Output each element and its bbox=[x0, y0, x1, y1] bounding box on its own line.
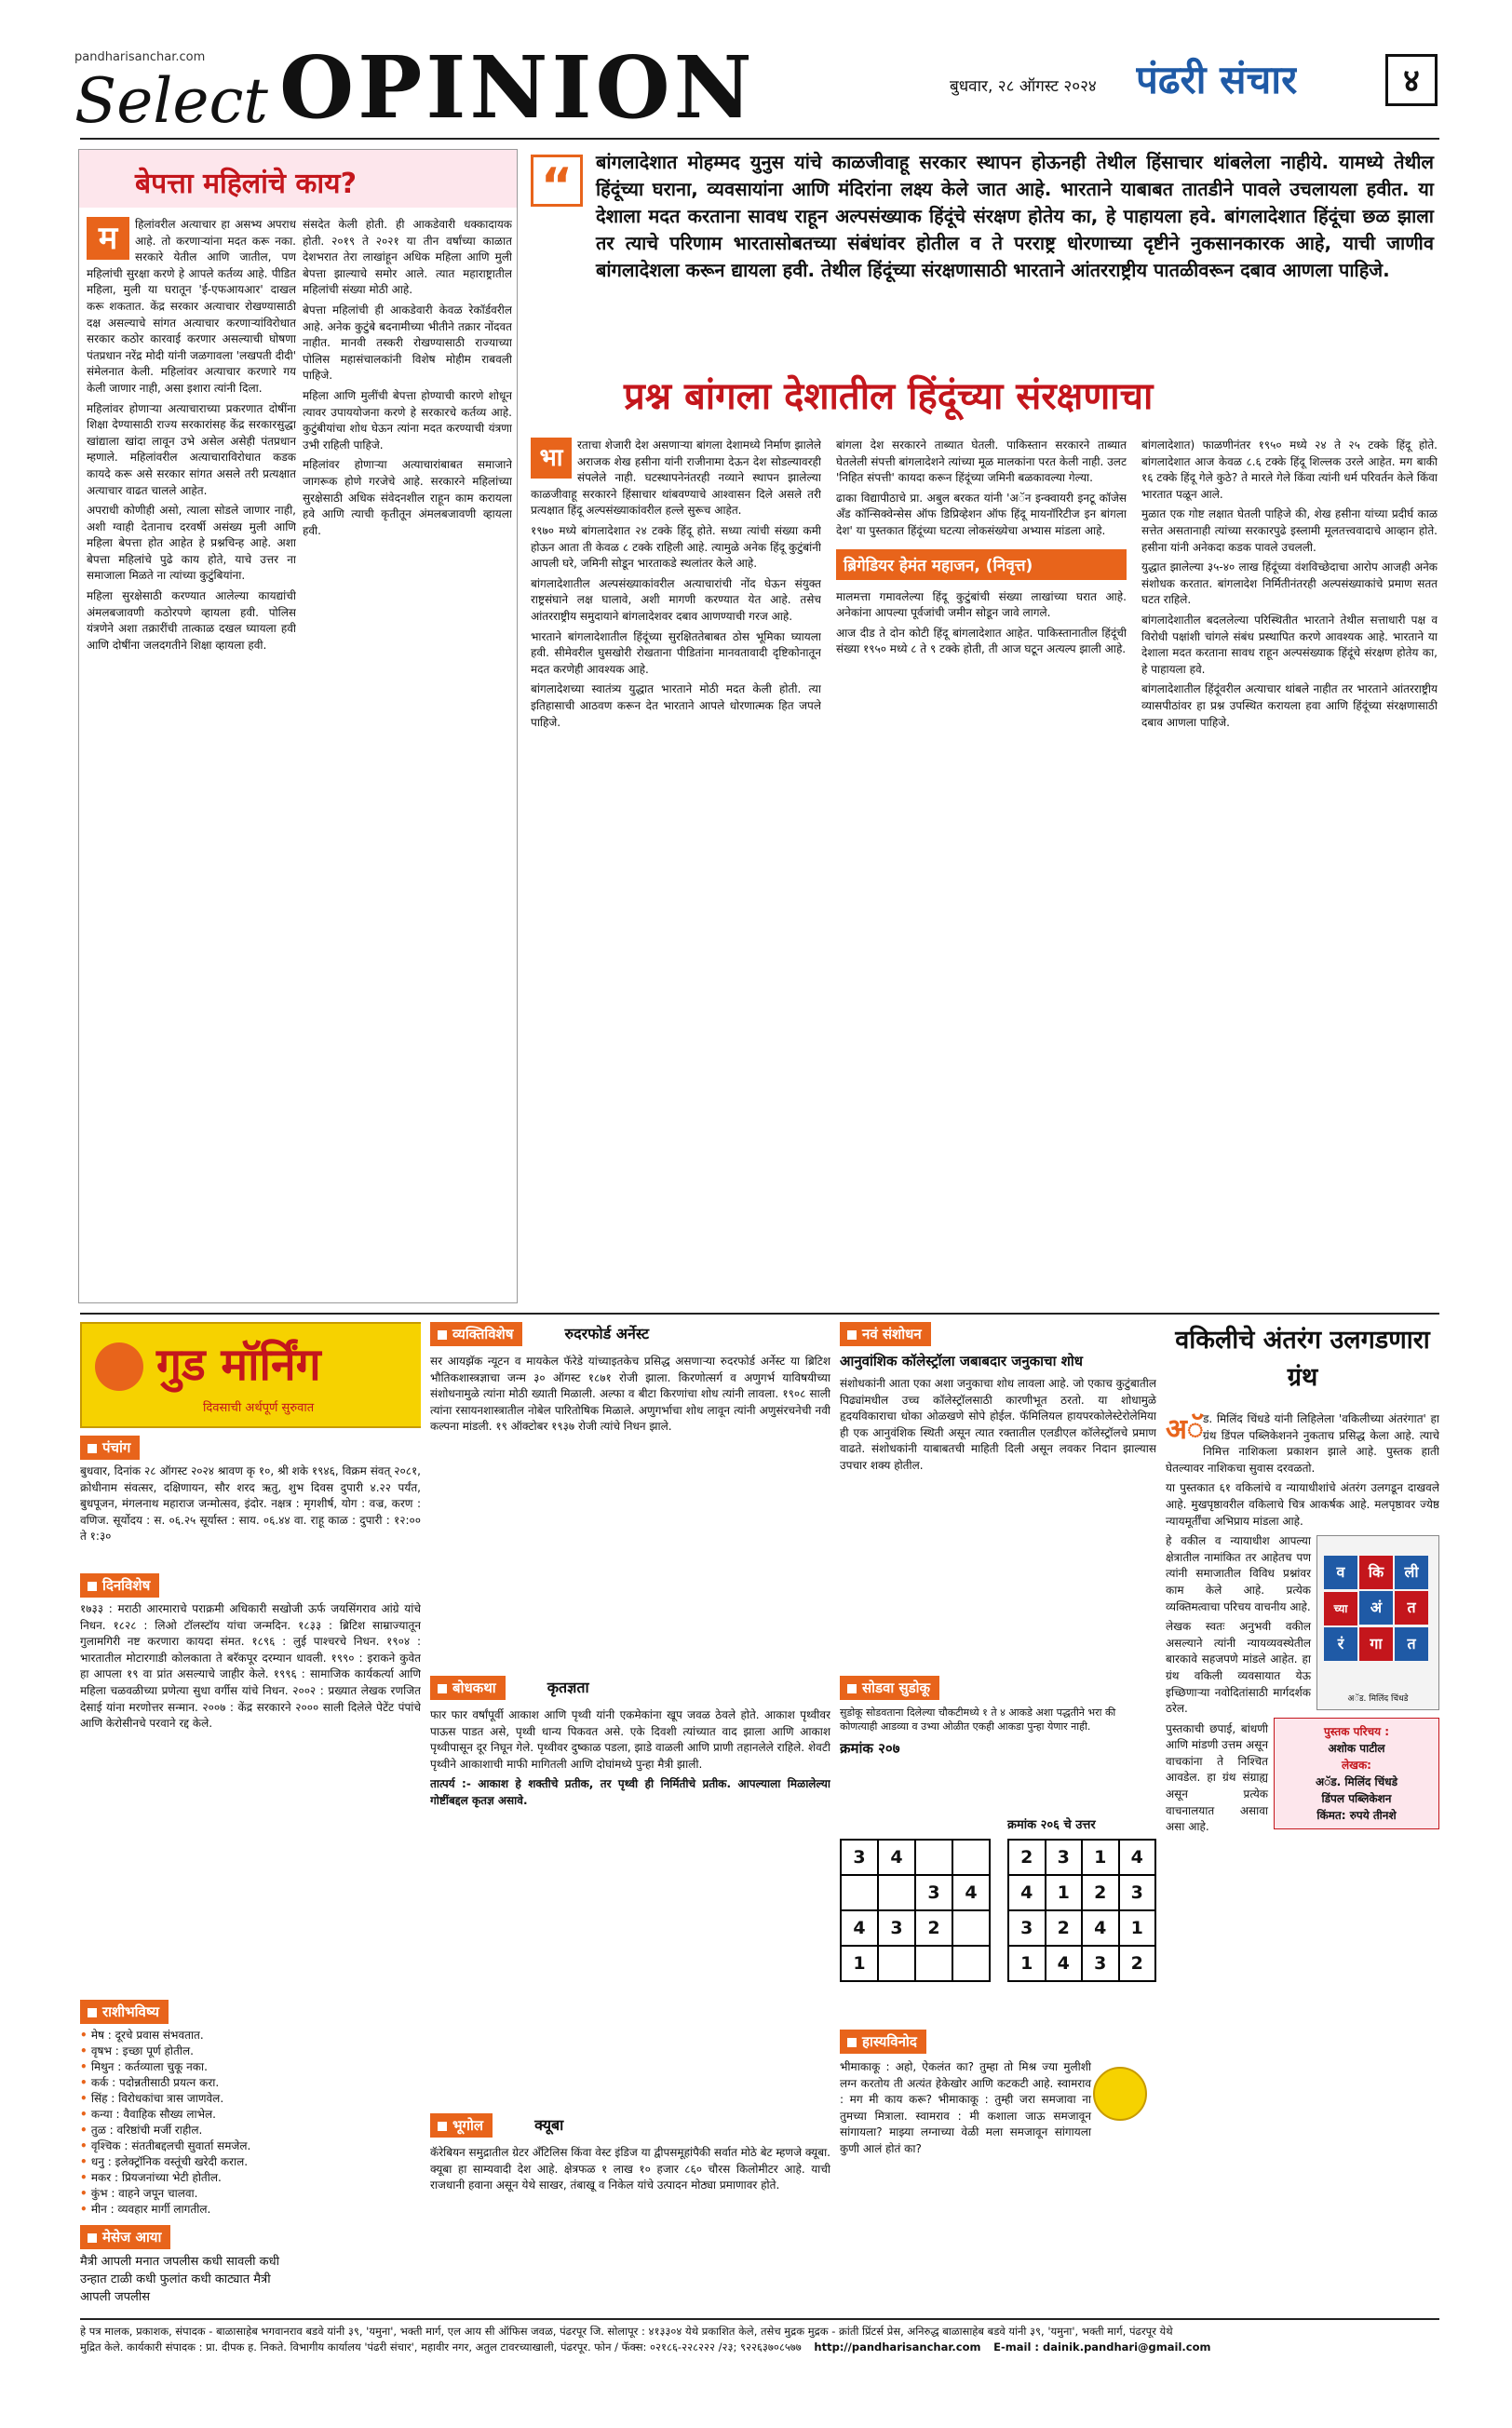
left-article-heading bbox=[79, 150, 517, 208]
paragraph: बांगला देश सरकारने ताब्यात घेतली. पाकिस्तान सरकारने ताब्यात घेतलेली संपत्ती बांगलादेशने त्यांच्या मूळ मालकांना परत केली नाही. उलट 'निहित संपत्ती' कायदा करून हिंदूंच्या जमिनी बळकावल्या गेल्या. bbox=[836, 438, 1127, 485]
sudoku-cell[interactable]: 4 bbox=[952, 1875, 990, 1910]
paragraph: अपराधी कोणीही असो, त्याला सोडले जाणार नाही, अशी ग्वाही देतानाच दरवर्षी असंख्य मुली आणि महिला बेपत्ता होत आहेत हे प्रश्नचिन्ह आहे. अशा बेपत्ता महिलांचे पुढे काय होते, याचे उत्तर ना समाजाला मिळते ना त्यांच्या कुटुंबियांना. bbox=[87, 504, 296, 583]
paragraph: हे वकील व न्यायाधीश आपल्या क्षेत्रातील नामांकित तर आहेतच पण त्यांनी समाजातील विविध प्रश्नांवर काम केले आहे. प्रत्येक व्यक्तिमत्वाचा परिचय वाचनीय आहे. bbox=[1166, 1534, 1311, 1613]
bodhkatha-moral: तात्पर्य :- आकाश हे शक्तीचे प्रतीक, तर पृथ्वी ही निर्मितीचे प्रतीक. आपल्याला मिळालेल्या गोष्टींबद्दल कृतज्ञ असावे. bbox=[430, 1777, 830, 1807]
sudoku-cell[interactable]: 2 bbox=[915, 1910, 952, 1946]
main-col1 bbox=[531, 438, 821, 1299]
paragraph: महिला आणि मुलींची बेपत्ता होण्याची कारणे शोधून त्यावर उपाययोजना करणे हे सरकारचे कर्तव्य आहे. कुटुंबीयांचा शोध घेऊन त्यांना मदत करण्याची यंत्रणा उभी राहिली पाहिजे. bbox=[303, 388, 512, 452]
cover-letter: ली bbox=[1395, 1556, 1428, 1589]
book-price: किंमत: रुपये तीनशे bbox=[1316, 1809, 1397, 1823]
humor-text: भीमाकाकू : अहो, ऐकलंत का? तुम्हा तो मिश्र ज्या मुलीशी लग्न करतोय ती अत्यंत हेकेखोर आणि कटकटी आहे. स्वामराव : मग मी काय करू? भीमाकाकू : तुम्ही जरा समजावा ना तुमच्या मित्राला. स्वामराव : मी कशाला जाऊ समजावून सांगायला? माझ्या लग्नाच्या वेळी मला समजावून सांगायला कुणी आलं होतं का? bbox=[840, 2060, 1091, 2155]
book-review-body bbox=[1166, 1411, 1439, 2305]
sudoku-puzzle-label: क्रमांक २०७ bbox=[840, 1740, 900, 1757]
research-title: आनुवांशिक कॉलेस्ट्रॉला जबाबदार जनुकाचा शोध bbox=[840, 1353, 1083, 1369]
paragraph: महिलांवर होणाऱ्या अत्याचाराच्या प्रकरणात दोषींना शिक्षा देण्यासाठी राज्य सरकारांसह केंद्र सरकारसुद्धा खांद्याला खांदा लावून उभे असेल असेही पंतप्रधान म्हणाले. महिलांवरील अत्याचाराविरोधात कडक कायदे करू असे सरकार सांगत असले तरी प्रत्यक्षात अत्याचार वाढत चालले आहेत. bbox=[87, 401, 296, 497]
sudoku-cell: 2 bbox=[1082, 1875, 1119, 1910]
rashi-item: • मीन : व्यवहार मार्गी लागतील. bbox=[80, 2203, 211, 2216]
square-icon bbox=[88, 2233, 97, 2243]
personality-text: सर आयझॅक न्यूटन व मायकेल फॅरेडे यांच्याइतकेच प्रसिद्ध असणाऱ्या रुदरफोर्ड अर्नेस्ट या ब्रिटिश भौतिकशास्त्रज्ञाचा जन्म ३० ऑगस्ट १८७१ रोजी झाला. किरणोत्सर्ग व अणुगर्भ याविषयीच्या संशोधनामुळे त्यांना मोठी ख्याती मिळाली. अल्फा व बीटा किरणांचा शोध त्यांनी लावला. १९०८ साली त्यांना रसायनशास्त्रातील नोबेल पारितोषिक मिळाले. अणुगर्भाचा शोध लावून त्यांनी अणुसंरचनेची नवी कल्पना मांडली. १९ ऑक्टोबर १९३७ रोजी त्यांचे निधन झाले. bbox=[430, 1355, 830, 1434]
sudoku-cell: 4 bbox=[1082, 1910, 1119, 1946]
bhugol-text: कॅरेबियन समुद्रातील ग्रेटर अँटिलिस किंवा वेस्ट इंडिज या द्वीपसमूहांपैकी सर्वात मोठे बेट म्हणजे क्यूबा. क्यूबा हा साम्यवादी देश आहे. क्षेत्रफळ १ लाख १० हजार ८६० चौरस किलोमीटर आहे. याची राजधानी हवाना असून येथे साखर, तंबाखू व निकेल यांचे उत्पादन मोठ्या प्रमाणावर होते. bbox=[430, 2146, 830, 2192]
sudoku-cell[interactable]: 1 bbox=[841, 1946, 878, 1981]
rashi-item: • कन्या : वैवाहिक सौख्य लाभेल. bbox=[80, 2108, 216, 2121]
paragraph: मालमत्ता गमावलेल्या हिंदू कुटुंबांची संख्या लाखांच्या घरात आहे. अनेकांना आपल्या पूर्वजांची जमीन सोडून जावे लागले. bbox=[836, 589, 1127, 620]
book-info-label: पुस्तक परिचय : bbox=[1323, 1725, 1390, 1739]
panchang-text: बुधवार, दिनांक २८ ऑगस्ट २०२४ श्रावण कृ १०, श्री शके १९४६, विक्रम संवत् २०८१, क्रोधीनाम संवत्सर, दक्षिणायन, सौर शरद ऋतु, शुभ दिवस दुपारी ४.२२ पर्यंत, बुधपूजन, मंगलनाथ महाराज जन्मोत्सव, इंदोर. नक्षत्र : मृगशीर्ष, योग : वज्र, करण : वणिज. सूर्योदय : स. ०६.२५ सूर्यास्त : साय. ०६.४४ वा. राहू काळ : दुपारी : १२:०० ते १:३० bbox=[80, 1464, 421, 1544]
footer bbox=[80, 2324, 1439, 2389]
paragraph: पुस्तकाची छपाई, बांधणी आणि मांडणी उत्तम असून वाचकांना ते निश्चित आवडेल. हा ग्रंथ संग्राह्य असून प्रत्येक वाचनालयात असावा असा आहे. bbox=[1166, 1721, 1268, 1834]
cover-letter: अं bbox=[1359, 1591, 1393, 1625]
square-icon bbox=[438, 1330, 447, 1340]
sudoku-puzzle-grid[interactable] bbox=[840, 1839, 991, 1982]
main-headline: प्रश्न बांगला देशातील हिंदूंच्या संरक्षणाचा bbox=[624, 375, 1154, 418]
sudoku-cell: 4 bbox=[1119, 1840, 1156, 1875]
sudoku-cell[interactable] bbox=[915, 1946, 952, 1981]
book-publisher: डिंपल पब्लिकेशन bbox=[1321, 1792, 1392, 1806]
quote-box bbox=[531, 149, 1439, 354]
research-section bbox=[840, 1322, 1156, 1657]
cover-letter: रं bbox=[1324, 1627, 1357, 1661]
right-middle-column bbox=[840, 1322, 1156, 2309]
left-article-col1 bbox=[87, 217, 296, 1297]
square-icon bbox=[88, 1582, 97, 1591]
footer-url[interactable]: http://pandharisanchar.com bbox=[814, 2340, 981, 2354]
good-morning bbox=[80, 1322, 421, 2309]
footer-divider bbox=[80, 2318, 1439, 2320]
masthead-divider bbox=[80, 138, 1439, 140]
rashi-list bbox=[80, 2028, 421, 2218]
opinion-title: OPINION bbox=[279, 41, 756, 134]
paragraph: संसदेत केली होती. ही आकडेवारी धक्कादायक होती. २०१९ ते २०२१ या तीन वर्षांच्या काळात देशभरात तेरा लाखांहून अधिक महिला आणि मुली बेपत्ता झाल्याचे समोर आले. त्यात महाराष्ट्रातील महिलांची संख्या मोठी आहे. bbox=[303, 218, 512, 297]
rashi-item: • मकर : प्रियजनांच्या भेटी होतील. bbox=[80, 2171, 222, 2184]
reviewer-name: अशोक पाटील bbox=[1328, 1742, 1385, 1756]
sudoku-cell[interactable]: 3 bbox=[878, 1910, 915, 1946]
main-article bbox=[531, 363, 1439, 1303]
message-text: मैत्री आपली मनात जपलीस कधी सावली कधी उन्हात टाळी कधी फुलांत कधी काट्यात मैत्री आपली जपलीस bbox=[80, 2255, 279, 2304]
sudoku-cell[interactable] bbox=[952, 1946, 990, 1981]
paragraph: बांगलादेशच्या स्वातंत्र्य युद्धात भारताने मोठी मदत केली होती. त्या इतिहासाची आठवण करून देत भारताने आपले धोरणात्मक हित जपले पाहिजे. bbox=[531, 682, 821, 729]
sudoku-cell[interactable] bbox=[878, 1875, 915, 1910]
paragraph: महिला सुरक्षेसाठी करण्यात आलेल्या कायद्यांची अंमलबजावणी कठोरपणे व्हायला हवी. पोलिस यंत्रणेने अशा तक्रारींची तात्काळ दखल घ्यायला हवी आणि दोषींना जलदगतीने शिक्षा व्हायला हवी. bbox=[87, 589, 296, 652]
sudoku-cell: 4 bbox=[1008, 1875, 1046, 1910]
sudoku-cell: 3 bbox=[1008, 1910, 1046, 1946]
sudoku-cell[interactable] bbox=[952, 1910, 990, 1946]
square-icon bbox=[88, 1444, 97, 1453]
quote-mark-icon: “ bbox=[531, 155, 583, 207]
sudoku-cell[interactable] bbox=[915, 1840, 952, 1875]
book-cover-author: अॅड. मिलिंद चिंधडे bbox=[1347, 1694, 1409, 1705]
footer-line1: हे पत्र मालक, प्रकाशक, संपादक - बाळासाहेब भगवानराव बडवे यांनी ३९, 'यमुना', भक्ती मार्ग, एल आय सी ऑफिस जवळ, पंढरपूर जि. सोलापूर : ४१३३०४ येथे प्रकाशित केले, तसेच मुद्रक मुद्रक - क्रांती प्रिंटर्स प्रेस, अनिरुद्ध बाळासाहेब बडवे यांनी ३९, 'यमुना', भक्ती मार्ग, पंढरपूर येथे bbox=[80, 2325, 1173, 2338]
dinvishesh-label: दिनविशेष bbox=[80, 1573, 159, 1598]
research-label: नवं संशोधन bbox=[840, 1322, 931, 1346]
paragraph: युद्धात झालेल्या ३५-४० लाख हिंदूंच्या वंशविच्छेदाचा आरोप आजही अनेक संशोधक करतात. बांगलादेश निर्मितीनंतरही अल्पसंख्याकांचे प्रमाण सतत घटत राहिले. bbox=[1141, 560, 1438, 607]
paragraph: १९७० मध्ये बांगलादेशात २४ टक्के हिंदू होते. सध्या त्यांची संख्या कमी होऊन आता ती केवळ ८ टक्के राहिली आहे. त्यामुळे अनेक हिंदू कुटुंबांनी आपली घरे, जमिनी सोडून भारताकडे स्थलांतर केले आहे. bbox=[531, 523, 821, 571]
author-label: लेखक: bbox=[1342, 1759, 1371, 1773]
rashi-item: • सिंह : विरोधकांचा त्रास जाणवेल. bbox=[80, 2092, 224, 2105]
paragraph: लेखक स्वतः अनुभवी वकील असल्याने त्यांनी न्यायव्यवस्थेतील बारकावे सहजपणे मांडले आहेत. हा ग्रंथ वकिली व्यवसायात येऊ इच्छिणाऱ्या नवोदितांसाठी मार्गदर्शक ठरेल. bbox=[1166, 1620, 1311, 1716]
bodhkatha-title: कृतज्ञता bbox=[547, 1679, 589, 1696]
sudoku-cell: 2 bbox=[1008, 1840, 1046, 1875]
sudoku-cell: 4 bbox=[1046, 1946, 1083, 1981]
sudoku-answer-grid bbox=[1007, 1839, 1156, 1982]
good-morning-banner bbox=[80, 1322, 421, 1428]
section-divider bbox=[80, 1313, 1439, 1315]
paragraph: या पुस्तकात ६१ वकिलांचे व न्यायाधीशांचे अंतरंग उलगडून दाखवले आहे. मुखपृष्ठावरील वकिलाचे चित्र आकर्षक आहे. मलपृष्ठावर ज्येष्ठ न्यायमूर्तींचा अभिप्राय मांडला आहे. bbox=[1166, 1481, 1439, 1528]
bhugol-label: भूगोल bbox=[430, 2113, 493, 2138]
byline-text: ब्रिगेडियर हेमंत महाजन, (निवृत्त) bbox=[844, 556, 1033, 575]
rashi-item: • कर्क : पदोन्नतीसाठी प्रयत्न करा. bbox=[80, 2076, 220, 2089]
main-col3 bbox=[1141, 438, 1438, 1299]
main-col2 bbox=[836, 438, 1127, 1299]
select-script-title: Select bbox=[74, 65, 268, 137]
rashi-item: • मिथुन : कर्तव्याला चुकू नका. bbox=[80, 2060, 208, 2073]
cover-letter: कि bbox=[1359, 1556, 1393, 1589]
bodhkatha-section bbox=[430, 1676, 830, 2067]
paragraph: मुळात एक गोष्ट लक्षात घेतली पाहिजे की, शेख हसीना यांच्या प्रदीर्घ काळ सत्तेत असतानाही त्यांच्या सरकारपुढे इस्लामी मूलतत्त्ववादाचे आव्हान होते. हसीना यांनी अनेकदा कडक पावले उचलली. bbox=[1141, 507, 1438, 554]
sudoku-cell: 3 bbox=[1046, 1840, 1083, 1875]
cover-letter: गा bbox=[1359, 1627, 1393, 1661]
issue-date: बुधवार, २८ ऑगस्ट २०२४ bbox=[950, 77, 1097, 96]
sudoku-cell[interactable]: 4 bbox=[878, 1840, 915, 1875]
panchang-label: पंचांग bbox=[80, 1436, 140, 1460]
sudoku-rules: सुडोकू सोडवताना दिलेल्या चौकटीमध्ये १ ते ४ आकडे अशा पद्धतीने भरा की कोणत्याही आडव्या व उभ्या ओळीत एकही आकडा पुन्हा येणार नाही. bbox=[840, 1706, 1116, 1733]
book-review-drop-cap: अॅ bbox=[1166, 1413, 1204, 1446]
paragraph: हिलांवरील अत्याचार हा असभ्य अपराध आहे. तो करणाऱ्यांना मदत करू नका. सरकारे येतील आणि जातील, पण महिलांची सुरक्षा करणे हे आपले कर्तव्य आहे. पीडित महिला, मुली या घरातून 'ई-एफआयआर' दाखल करू शकतात. केंद्र सरकार अत्याचार रोखण्यासाठी दक्ष असल्याचे सांगत अत्याचार करणाऱ्यांविरोधात सरकार कठोर कारवाई करणार असल्याची घोषणा पंतप्रधान नरेंद्र मोदी यांनी जळगावला 'लखपती दीदी' संमेलनात केली. महिलांवर अत्याचार करणारे गय केली जाणार नाही, असा इशारा त्यांनी दिला. bbox=[87, 218, 296, 395]
sudoku-cell: 2 bbox=[1119, 1946, 1156, 1981]
good-morning-title: गुड मॉर्निंग bbox=[156, 1339, 321, 1391]
panchang-section bbox=[80, 1436, 421, 1557]
bhugol-title: क्यूबा bbox=[534, 2116, 564, 2134]
paragraph: भारताने बांगलादेशातील हिंदूंच्या सुरक्षिततेबाबत ठोस भूमिका घ्यायला हवी. सीमेवरील घुसखोरी रोखताना पीडितांना मानवतावादी दृष्टिकोनातून मदत करणेही आवश्यक आहे. bbox=[531, 629, 821, 676]
rashi-section bbox=[80, 2000, 421, 2216]
sudoku-cell: 1 bbox=[1046, 1875, 1083, 1910]
paragraph: बांगलादेशातील बदललेल्या परिस्थितीत भारताने तेथील सत्ताधारी पक्ष व विरोधी पक्षांशी चांगले संबंध प्रस्थापित करणे आवश्यक आहे. भारताने या देशाला मदत करताना सावध राहून अल्पसंख्याक हिंदूंचे संरक्षण होतेय का, हे पाहायला हवे. bbox=[1141, 613, 1438, 676]
rashi-label: राशीभविष्य bbox=[80, 2000, 169, 2024]
paragraph: बांगलादेशात) फाळणीनंतर १९५० मध्ये २४ ते २५ टक्के हिंदू होते. बांगलादेशात आज केवळ ८.६ टक्के हिंदू शिल्लक उरले आहेत. मग बाकी १६ टक्के हिंदू गेले कुठे? ते मारले गेले किंवा त्यांनी धर्म परिवर्तन केले किंवा भारतात पळून आले. bbox=[1141, 438, 1438, 501]
square-icon bbox=[847, 1330, 857, 1340]
sudoku-cell: 3 bbox=[1082, 1946, 1119, 1981]
book-cover bbox=[1316, 1535, 1439, 1710]
paragraph: बांगलादेशातील हिंदूंवरील अत्याचार थांबले नाहीत तर भारताने आंतरराष्ट्रीय व्यासपीठांवर हा प्रश्न उपस्थित करायला हवा आणि हिंदूंच्या संरक्षणासाठी दबाव आणला पाहिजे. bbox=[1141, 682, 1438, 729]
book-review bbox=[1166, 1322, 1439, 2309]
square-icon bbox=[438, 1684, 447, 1693]
paragraph: रताचा शेजारी देश असणाऱ्या बांगला देशामध्ये निर्माण झालेले अराजक शेख हसीना यांनी राजीनामा देऊन देश सोडल्यावरही संपलेले नाही. घटस्थापनेनंतरही नव्याने स्थापन झालेल्या काळजीवाहू सरकारने हिंसाचार थांबवण्याचे आश्वासन दिले असले तरी प्रत्यक्षात हिंदू अल्पसंख्याकांवरील हल्ले सुरूच आहेत. bbox=[531, 438, 821, 518]
paper-name: पंढरी संचार bbox=[1136, 57, 1298, 102]
sudoku-cell: 1 bbox=[1119, 1910, 1156, 1946]
paragraph: बेपत्ता महिलांची ही आकडेवारी केवळ रेकॉर्डवरील आहे. अनेक कुटुंबे बदनामीच्या भीतीने तक्रार नोंदवत नाहीत. मानवी तस्करी रोखण्यासाठी राज्याच्या पोलिस महासंचालकांनी विशेष मोहीम राबवली पाहिजे. bbox=[303, 303, 512, 383]
book-cover-letters bbox=[1323, 1555, 1433, 1662]
sun-icon bbox=[95, 1342, 143, 1391]
paragraph: आज दीड ते दोन कोटी हिंदू बांगलादेशात आहेत. पाकिस्तानातील हिंदूंची संख्या १९५० मध्ये ८ ते ९ टक्के होती, ती आज घटून अत्यल्प झाली आहे. bbox=[836, 626, 1127, 656]
good-morning-tagline: दिवसाची अर्थपूर्ण सुरुवात bbox=[203, 1401, 315, 1415]
dinvishesh-section bbox=[80, 1573, 421, 1964]
site-url[interactable]: pandharisanchar.com bbox=[74, 50, 206, 64]
square-icon bbox=[847, 1684, 857, 1693]
rashi-item: • मेष : दूरचे प्रवास संभवतात. bbox=[80, 2029, 204, 2042]
sudoku-label: सोडवा सुडोकू bbox=[840, 1676, 939, 1700]
square-icon bbox=[438, 2122, 447, 2131]
dinvishesh-text: १७३३ : मराठी आरमाराचे पराक्रमी अधिकारी सखोजी ऊर्फ जयसिंगराव आंग्रे यांचे निधन. १८२८ : लिओ टॉलस्टॉय यांचा जन्मदिन. १८३३ : ब्रिटिश साम्राज्यातून गुलामगिरी नष्ट करणारा कायदा संमत. १८९६ : लुई पाश्चरचे निधन. १९०४ : भारतातील मोटारगाडी कोलकाता ते बरॅकपूर दरम्यान धावली. १९९० : इराकने कुवेत हा आपला १९ वा प्रांत असल्याचे जाहीर केले. १९९६ : सामाजिक कार्यकर्त्या आणि महिला चळवळीच्या प्रणेत्या सुधा वर्गीस यांचे निधन. २००२ : प्रख्यात लेखक रणजित देसाई यांना मरणोत्तर सन्मान. २००७ : केंद्र सरकारने २००० साली दिलेले पेटेंट पंपांचे आणि केरोसीनचे परवाने रद्द केले. bbox=[80, 1602, 421, 1731]
book-info-box bbox=[1274, 1718, 1439, 1829]
drop-cap: म bbox=[87, 217, 129, 260]
research-text: संशोधकांनी आता एका अशा जनुकाचा शोध लावला आहे. जो एकाच कुटुंबातील पिढ्यांमधील उच्च कॉलेस्ट्रॉलसाठी कारणीभूत ठरतो. या शोधामुळे हृदयविकाराचा धोका ओळखणे सोपे होईल. फॅमिलियल हायपरकोलेस्टेरोलेमिया ही एक आनुवंशिक स्थिती असून त्यात रक्तातील एलडीएल कॉलेस्ट्रॉलचे प्रमाण वाढते. संशोधकांनी याबाबतची माहिती दिली असून लवकर निदान झाल्यास उपचार शक्य होतील. bbox=[840, 1377, 1156, 1472]
bodhkatha-text: फार फार वर्षांपूर्वी आकाश आणि पृथ्वी यांनी एकमेकांना खूप जवळ ठेवले होते. आकाश पृथ्वीवर पाऊस पाडत असे, पृथ्वी धान्य पिकवत असे. एके दिवशी त्यांच्यात वाद झाला आणि आकाश पृथ्वीपासून दूर निघून गेले. पृथ्वीवर दुष्काळ पडला, झाडे वाळली आणि प्राणी तहानलेले राहिले. शेवटी पृथ्वीने आकाशाची माफी मागितली आणि दोघांमध्ये पुन्हा मैत्री झाली. bbox=[430, 1708, 830, 1771]
message-label: मेसेज आया bbox=[80, 2225, 170, 2249]
left-article bbox=[78, 149, 518, 1303]
rashi-item: • धनु : इलेक्ट्रॉनिक वस्तूंची खरेदी कराल. bbox=[80, 2155, 249, 2168]
humor-label: हास्यविनोद bbox=[840, 2030, 926, 2054]
sudoku-cell[interactable]: 4 bbox=[841, 1910, 878, 1946]
paragraph: महिलांवर होणाऱ्या अत्याचारांबाबत समाजाने जागरूक होणे गरजेचे आहे. सरकारने महिलांच्या सुरक्षेसाठी अधिक संवेदनशील राहून काम करायला हवे आणि त्याची कृतीतून अंमलबजावणी व्हायला हवी. bbox=[303, 458, 512, 537]
byline bbox=[836, 549, 1127, 580]
sudoku-cell[interactable]: 3 bbox=[841, 1840, 878, 1875]
square-icon bbox=[847, 2038, 857, 2047]
message-section bbox=[80, 2225, 421, 2309]
sudoku-cell: 1 bbox=[1008, 1946, 1046, 1981]
sudoku-section bbox=[840, 1676, 1156, 2011]
rashi-item: • कुंभ : वाहने जपून चालवा. bbox=[80, 2187, 198, 2200]
rashi-item: • वृषभ : इच्छा पूर्ण होतील. bbox=[80, 2044, 194, 2057]
sudoku-cell[interactable] bbox=[841, 1875, 878, 1910]
sudoku-cell: 3 bbox=[1119, 1875, 1156, 1910]
paragraph: बांगलादेशातील अल्पसंख्याकांवरील अत्याचारांची नोंद घेऊन संयुक्त राष्ट्रसंघाने लक्ष घालावे, अशी मागणी करण्यात येत आहे. तसेच आंतरराष्ट्रीय समुदायाने बांगलादेशवर दबाव आणण्याची गरज आहे. bbox=[531, 576, 821, 623]
left-article-col2 bbox=[303, 217, 512, 1297]
rashi-item: • तुळ : वरिष्ठांची मर्जी राहील. bbox=[80, 2124, 203, 2137]
left-article-title: बेपत्ता महिलांचे काय? bbox=[135, 168, 357, 200]
book-author: अॅड. मिलिंद चिंधडे bbox=[1315, 1775, 1398, 1789]
sudoku-cell: 1 bbox=[1082, 1840, 1119, 1875]
quote-text: बांगलादेशात मोहम्मद युनुस यांचे काळजीवाहू सरकार स्थापन होऊनही तेथील हिंसाचार थांबलेला नाहीये. यामध्ये तेथील हिंदूंच्या घराना, व्यवसायांना आणि मंदिरांना लक्ष्य केले जात आहे. भारताने याबाबत तातडीने पावले उचलायला हवीत. या देशाला मदत करताना सावध राहून अल्पसंख्याक हिंदूंचे संरक्षण होतेय का, हे पाहायला हवे. बांगलादेशात हिंदूंचा छळ झाला तर त्याचे परिणाम भारतासोबतच्या संबंधांवर होतील व ते परराष्ट्र धोरणाच्या दृष्टीने नुकसानकारक आहे, याची जाणीव बांगलादेशला करून द्यायला हवी. तेथील हिंदूंच्या संरक्षणासाठी भारताने आंतरराष्ट्रीय पातळीवरून दबाव आणला पाहिजे. bbox=[596, 151, 1434, 281]
sudoku-cell: 2 bbox=[1046, 1910, 1083, 1946]
main-drop-cap: भा bbox=[531, 438, 572, 479]
personality-section bbox=[430, 1322, 830, 1657]
book-review-title: वकिलीचे अंतरंग उलगडणारा ग्रंथ bbox=[1175, 1326, 1430, 1392]
laughing-face-icon bbox=[1093, 2067, 1147, 2121]
sudoku-cell[interactable] bbox=[878, 1946, 915, 1981]
footer-email[interactable]: E-mail : dainik.pandhari@gmail.com bbox=[993, 2340, 1211, 2354]
footer-line2: मुद्रित केले. कार्यकारी संपादक : प्रा. दीपक ह. निकते. विभागीय कार्यालय 'पंढरी संचार', महावीर नगर, अतुल टावरच्याखाली, पंढरपूर. फोन / फॅक्स: ०२१८६-२२८२२२ /२३; ९२२६३७०८५७७ http://pandharisanchar.com E-mail : dainik.pandhari@gmail.com bbox=[80, 2340, 1211, 2354]
personality-label: व्यक्तिविशेष bbox=[430, 1322, 522, 1346]
page-number: ४ bbox=[1385, 54, 1438, 106]
cover-letter: त bbox=[1395, 1591, 1428, 1625]
middle-column bbox=[430, 1322, 830, 2309]
personality-title: रुदरफोर्ड अर्नेस्ट bbox=[564, 1325, 650, 1342]
rashi-item: • वृश्चिक : संततीबद्दलची सुवार्ता समजेल. bbox=[80, 2139, 251, 2152]
paragraph: ड. मिलिंद चिंधडे यांनी लिहिलेला 'वकिलीच्या अंतरंगात' हा ग्रंथ डिंपल पब्लिकेशनने नुकताच प्रसिद्ध केला आहे. त्याचे निमित्त नाशिकला प्रकाशन झाले आहे. पुस्तक हाती घेतल्यावर नाशिकचा सुवास दरवळतो. bbox=[1166, 1412, 1439, 1475]
humor-section bbox=[840, 2030, 1156, 2309]
cover-letter: च्या bbox=[1324, 1592, 1357, 1625]
sudoku-answer-label: क्रमांक २०६ चे उत्तर bbox=[1007, 1818, 1096, 1832]
paragraph: ढाका विद्यापीठाचे प्रा. अबुल बरकत यांनी 'अॅन इन्क्वायरी इनटू कॉजेस अँड कॉन्सिक्वेन्सेस ऑफ डिप्रिव्हेशन ऑफ हिंदू मायनॉरिटीज इन बांगला देश' या पुस्तकात हिंदूंच्या घटत्या लोकसंख्येचा अभ्यास मांडला आहे. bbox=[836, 491, 1127, 537]
cover-letter: व bbox=[1324, 1556, 1357, 1589]
bodhkatha-label: बोधकथा bbox=[430, 1676, 506, 1700]
cover-letter: त bbox=[1395, 1627, 1428, 1661]
sudoku-cell[interactable] bbox=[952, 1840, 990, 1875]
sudoku-cell[interactable]: 3 bbox=[915, 1875, 952, 1910]
bhugol-section bbox=[430, 2113, 830, 2309]
square-icon bbox=[88, 2008, 97, 2017]
masthead bbox=[0, 0, 1512, 140]
